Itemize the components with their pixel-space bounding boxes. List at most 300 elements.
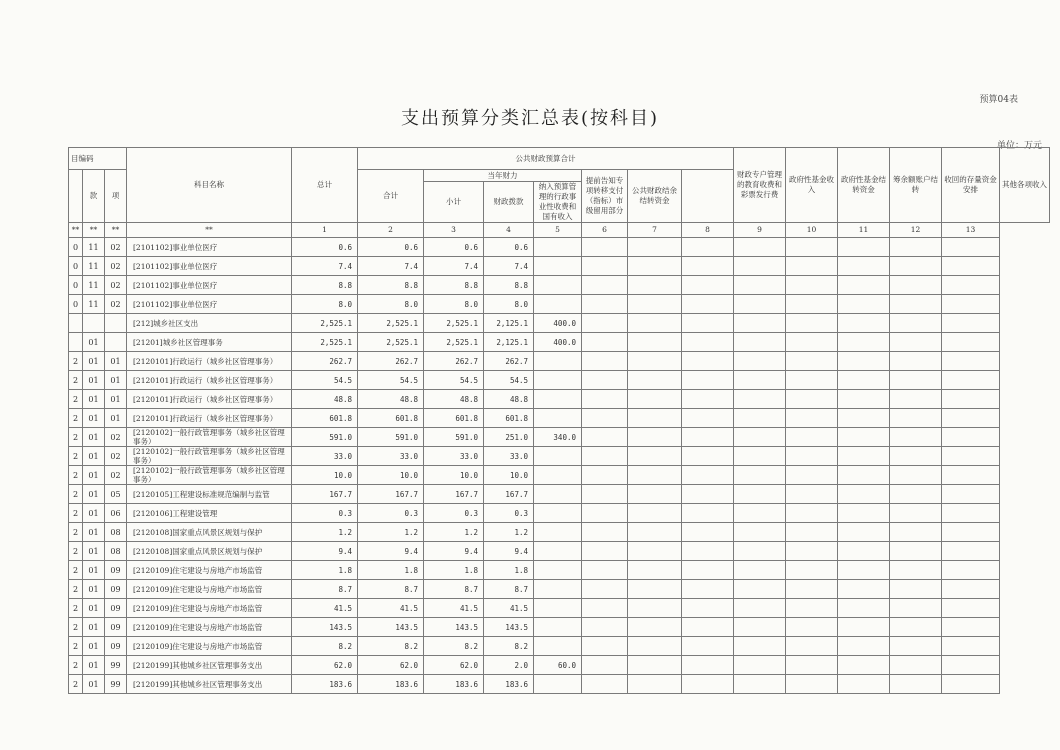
- cell-empty: [628, 466, 682, 485]
- index-cell: 7: [628, 223, 682, 238]
- cell-kuan: 01: [83, 675, 105, 694]
- cell-empty: [942, 675, 1000, 694]
- cell-kuan: 01: [83, 447, 105, 466]
- cell-heji: 183.6: [358, 675, 424, 694]
- cell-empty: [786, 466, 838, 485]
- cell-heji: 10.0: [358, 466, 424, 485]
- qita-header: 其他各项收入: [1000, 148, 1050, 223]
- cell-empty: [786, 428, 838, 447]
- cell-empty: [582, 542, 628, 561]
- cell-xiang: 01: [105, 371, 127, 390]
- table-row: [69, 314, 1050, 333]
- cell-empty: [942, 295, 1000, 314]
- cell-xiang: 06: [105, 504, 127, 523]
- cell-lei: 0: [69, 257, 83, 276]
- cell-empty: [682, 618, 734, 637]
- cell-xiang: 08: [105, 523, 127, 542]
- cell-total: 8.0: [292, 295, 358, 314]
- cell-bokuan: 2,125.1: [484, 333, 534, 352]
- form-number: 预算04表: [979, 95, 1018, 105]
- cell-empty: [734, 504, 786, 523]
- cell-empty: [890, 618, 942, 637]
- cell-empty: [786, 295, 838, 314]
- cell-empty: [942, 561, 1000, 580]
- cell-name: [2120101]行政运行（城乡社区管理事务）: [127, 371, 292, 390]
- cell-empty: [786, 561, 838, 580]
- total-header: 总计: [292, 148, 358, 223]
- cell-empty: [682, 580, 734, 599]
- cell-empty: [582, 447, 628, 466]
- cell-empty: [628, 485, 682, 504]
- cell-heji: 167.7: [358, 485, 424, 504]
- cell-name: [21201]城乡社区管理事务: [127, 333, 292, 352]
- cell-empty: [682, 523, 734, 542]
- cell-empty: [890, 656, 942, 675]
- index-cell: 6: [582, 223, 628, 238]
- cell-empty: [628, 523, 682, 542]
- cell-xiang: [105, 333, 127, 352]
- cell-empty: [582, 523, 628, 542]
- cell-empty: [628, 257, 682, 276]
- cell-bokuan: 7.4: [484, 257, 534, 276]
- cell-heji: 0.6: [358, 238, 424, 257]
- cell-c5: [534, 523, 582, 542]
- cell-empty: [582, 409, 628, 428]
- cell-xiang: 09: [105, 599, 127, 618]
- cell-empty: [582, 485, 628, 504]
- zhuanhu-header: 财政专户管理的教育收费和彩票发行费: [734, 148, 786, 223]
- cell-empty: [786, 238, 838, 257]
- cell-empty: [838, 523, 890, 542]
- cell-empty: [582, 352, 628, 371]
- table-row: [69, 542, 1050, 561]
- cell-empty: [786, 314, 838, 333]
- cell-c5: [534, 447, 582, 466]
- cell-empty: [682, 637, 734, 656]
- cell-bokuan: 33.0: [484, 447, 534, 466]
- cell-bokuan: 10.0: [484, 466, 534, 485]
- cell-empty: [682, 295, 734, 314]
- cell-xiaoji: 2,525.1: [424, 333, 484, 352]
- cell-empty: [838, 447, 890, 466]
- cell-empty: [582, 599, 628, 618]
- kuan-header: 款: [83, 170, 105, 223]
- cell-lei: 2: [69, 390, 83, 409]
- name-header: 科目名称: [127, 148, 292, 223]
- cell-empty: [628, 314, 682, 333]
- cell-total: 62.0: [292, 656, 358, 675]
- cell-total: 183.6: [292, 675, 358, 694]
- cell-empty: [942, 637, 1000, 656]
- cell-empty: [942, 257, 1000, 276]
- cell-c5: [534, 238, 582, 257]
- cell-lei: 2: [69, 352, 83, 371]
- cell-c5: 340.0: [534, 428, 582, 447]
- cell-xiaoji: 10.0: [424, 466, 484, 485]
- table-row: [69, 466, 1050, 485]
- cell-empty: [942, 466, 1000, 485]
- cell-heji: 8.7: [358, 580, 424, 599]
- cell-name: [2120199]其他城乡社区管理事务支出: [127, 675, 292, 694]
- cell-empty: [582, 371, 628, 390]
- cell-bokuan: 143.5: [484, 618, 534, 637]
- cell-xiaoji: 41.5: [424, 599, 484, 618]
- cell-empty: [890, 295, 942, 314]
- cell-lei: 0: [69, 276, 83, 295]
- cell-kuan: 01: [83, 656, 105, 675]
- cell-total: 8.8: [292, 276, 358, 295]
- jijin-jieyu-header: 政府性基金结转资金: [838, 148, 890, 223]
- cell-kuan: 01: [83, 523, 105, 542]
- index-cell: **: [127, 223, 292, 238]
- cell-bokuan: 8.0: [484, 295, 534, 314]
- cell-empty: [942, 409, 1000, 428]
- cell-empty: [682, 599, 734, 618]
- cell-name: [2120102]一般行政管理事务（城乡社区管理事务）: [127, 447, 292, 466]
- cell-empty: [682, 485, 734, 504]
- cell-total: 8.7: [292, 580, 358, 599]
- cell-empty: [838, 295, 890, 314]
- cell-empty: [786, 542, 838, 561]
- cell-name: [2120101]行政运行（城乡社区管理事务）: [127, 352, 292, 371]
- cell-xiaoji: 8.2: [424, 637, 484, 656]
- index-cell: 5: [534, 223, 582, 238]
- cell-empty: [582, 580, 628, 599]
- table-row: [69, 276, 1050, 295]
- cell-empty: [582, 504, 628, 523]
- cell-empty: [786, 276, 838, 295]
- cell-empty: [838, 409, 890, 428]
- cell-xiang: 08: [105, 542, 127, 561]
- cell-empty: [942, 504, 1000, 523]
- cell-empty: [582, 637, 628, 656]
- cell-empty: [838, 352, 890, 371]
- cell-empty: [628, 618, 682, 637]
- table-row: [69, 257, 1050, 276]
- index-cell: 1: [292, 223, 358, 238]
- cell-xiang: 01: [105, 409, 127, 428]
- cell-lei: 2: [69, 542, 83, 561]
- table-row: [69, 485, 1050, 504]
- index-cell: 3: [424, 223, 484, 238]
- cell-empty: [628, 238, 682, 257]
- cell-empty: [628, 447, 682, 466]
- cell-empty: [838, 466, 890, 485]
- cell-total: 0.3: [292, 504, 358, 523]
- cell-heji: 1.2: [358, 523, 424, 542]
- cell-xiaoji: 1.8: [424, 561, 484, 580]
- cell-empty: [682, 504, 734, 523]
- cell-empty: [786, 485, 838, 504]
- cell-empty: [628, 504, 682, 523]
- cell-xiaoji: 2,525.1: [424, 314, 484, 333]
- cell-empty: [734, 656, 786, 675]
- cell-kuan: 01: [83, 542, 105, 561]
- cell-kuan: 01: [83, 561, 105, 580]
- cell-xiaoji: 0.6: [424, 238, 484, 257]
- cell-empty: [942, 428, 1000, 447]
- cunliang-header: 收回的存量资金安排: [942, 148, 1000, 223]
- table-row: [69, 504, 1050, 523]
- cell-total: 601.8: [292, 409, 358, 428]
- index-cell: **: [69, 223, 83, 238]
- cell-empty: [734, 561, 786, 580]
- qihuo-header: 筹余额账户结转: [890, 148, 942, 223]
- cell-empty: [942, 523, 1000, 542]
- cell-name: [2120108]国家重点风景区规划与保护: [127, 523, 292, 542]
- cell-kuan: 01: [83, 333, 105, 352]
- page-title: 支出预算分类汇总表(按科目): [400, 108, 660, 129]
- cell-bokuan: 48.8: [484, 390, 534, 409]
- cell-empty: [890, 428, 942, 447]
- cell-empty: [734, 428, 786, 447]
- cell-total: 1.2: [292, 523, 358, 542]
- cell-bokuan: 1.8: [484, 561, 534, 580]
- cell-empty: [786, 447, 838, 466]
- cell-xiang: 02: [105, 238, 127, 257]
- cell-heji: 8.8: [358, 276, 424, 295]
- cell-heji: 262.7: [358, 352, 424, 371]
- cell-empty: [838, 276, 890, 295]
- cell-empty: [682, 238, 734, 257]
- cell-empty: [890, 466, 942, 485]
- cell-empty: [734, 675, 786, 694]
- index-cell: **: [105, 223, 127, 238]
- cell-empty: [786, 390, 838, 409]
- cell-empty: [786, 257, 838, 276]
- cell-empty: [628, 371, 682, 390]
- cell-heji: 143.5: [358, 618, 424, 637]
- cell-empty: [838, 371, 890, 390]
- index-cell: **: [83, 223, 105, 238]
- cell-empty: [628, 295, 682, 314]
- cell-bokuan: 262.7: [484, 352, 534, 371]
- tiqian-header: 提前告知专项转移支付（指标）市级留用部分: [582, 170, 628, 223]
- cell-lei: 2: [69, 599, 83, 618]
- cell-empty: [682, 314, 734, 333]
- cell-empty: [582, 656, 628, 675]
- cell-empty: [786, 675, 838, 694]
- cell-xiaoji: 54.5: [424, 371, 484, 390]
- cell-heji: 8.0: [358, 295, 424, 314]
- cell-xiang: 02: [105, 257, 127, 276]
- cell-total: 0.6: [292, 238, 358, 257]
- cell-xiang: 99: [105, 656, 127, 675]
- cell-xiang: 02: [105, 295, 127, 314]
- cell-c5: [534, 561, 582, 580]
- cell-xiang: 09: [105, 618, 127, 637]
- table-row: [69, 409, 1050, 428]
- cell-xiaoji: 8.7: [424, 580, 484, 599]
- cell-name: [2101102]事业单位医疗: [127, 295, 292, 314]
- cell-bokuan: 601.8: [484, 409, 534, 428]
- index-cell: 9: [734, 223, 786, 238]
- cell-empty: [890, 485, 942, 504]
- cell-xiaoji: 167.7: [424, 485, 484, 504]
- cell-heji: 2,525.1: [358, 333, 424, 352]
- heji-header: 合计: [358, 170, 424, 223]
- cell-empty: [890, 257, 942, 276]
- cell-kuan: 01: [83, 599, 105, 618]
- cell-empty: [628, 637, 682, 656]
- cell-name: [2120108]国家重点风景区规划与保护: [127, 542, 292, 561]
- cell-empty: [890, 542, 942, 561]
- cell-empty: [838, 599, 890, 618]
- cell-total: 48.8: [292, 390, 358, 409]
- cell-c5: 60.0: [534, 656, 582, 675]
- cell-empty: [734, 466, 786, 485]
- cell-empty: [682, 257, 734, 276]
- cell-xiaoji: 48.8: [424, 390, 484, 409]
- cell-heji: 48.8: [358, 390, 424, 409]
- cell-c5: [534, 599, 582, 618]
- cell-xiaoji: 143.5: [424, 618, 484, 637]
- cell-empty: [734, 314, 786, 333]
- table-row: [69, 295, 1050, 314]
- cell-xiaoji: 7.4: [424, 257, 484, 276]
- table-row: [69, 523, 1050, 542]
- cell-empty: [838, 542, 890, 561]
- cell-heji: 41.5: [358, 599, 424, 618]
- cell-empty: [890, 580, 942, 599]
- cell-heji: 591.0: [358, 428, 424, 447]
- cell-empty: [682, 390, 734, 409]
- cell-empty: [786, 618, 838, 637]
- cell-total: 167.7: [292, 485, 358, 504]
- cell-name: [2120109]住宅建设与房地产市场监管: [127, 561, 292, 580]
- cell-total: 591.0: [292, 428, 358, 447]
- cell-empty: [838, 561, 890, 580]
- cell-c5: [534, 257, 582, 276]
- cell-empty: [582, 675, 628, 694]
- cell-kuan: 01: [83, 390, 105, 409]
- cell-kuan: 01: [83, 485, 105, 504]
- cell-c5: [534, 276, 582, 295]
- cell-empty: [628, 561, 682, 580]
- cell-c5: 400.0: [534, 333, 582, 352]
- cell-bokuan: 9.4: [484, 542, 534, 561]
- cell-heji: 0.3: [358, 504, 424, 523]
- cell-empty: [682, 409, 734, 428]
- cell-empty: [890, 238, 942, 257]
- cell-lei: 2: [69, 447, 83, 466]
- cell-empty: [628, 656, 682, 675]
- cell-c5: [534, 542, 582, 561]
- cell-lei: 0: [69, 295, 83, 314]
- index-cell: 10: [786, 223, 838, 238]
- xiang-header: 项: [105, 170, 127, 223]
- cell-kuan: 01: [83, 428, 105, 447]
- cell-xiaoji: 1.2: [424, 523, 484, 542]
- cell-empty: [682, 371, 734, 390]
- cell-xiang: 09: [105, 580, 127, 599]
- cell-empty: [786, 580, 838, 599]
- index-cell: 13: [942, 223, 1000, 238]
- cell-empty: [628, 409, 682, 428]
- cell-kuan: 11: [83, 257, 105, 276]
- cell-total: 33.0: [292, 447, 358, 466]
- cell-name: [2120109]住宅建设与房地产市场监管: [127, 637, 292, 656]
- cell-name: [2120102]一般行政管理事务（城乡社区管理事务）: [127, 428, 292, 447]
- cell-name: [2120101]行政运行（城乡社区管理事务）: [127, 409, 292, 428]
- cell-empty: [942, 333, 1000, 352]
- cell-name: [2101102]事业单位医疗: [127, 257, 292, 276]
- cell-xiang: [105, 314, 127, 333]
- cell-empty: [682, 675, 734, 694]
- dangnian-header: 当年财力: [424, 170, 582, 182]
- cell-empty: [890, 523, 942, 542]
- cell-kuan: 11: [83, 276, 105, 295]
- cell-name: [2120199]其他城乡社区管理事务支出: [127, 656, 292, 675]
- cell-empty: [942, 542, 1000, 561]
- cell-bokuan: 8.7: [484, 580, 534, 599]
- cell-empty: [786, 504, 838, 523]
- table-header: [69, 148, 1050, 238]
- cell-empty: [890, 504, 942, 523]
- table-row: [69, 637, 1050, 656]
- cell-empty: [890, 675, 942, 694]
- table-row: [69, 618, 1050, 637]
- cell-c5: [534, 485, 582, 504]
- cell-empty: [942, 656, 1000, 675]
- cell-empty: [942, 580, 1000, 599]
- cell-xiang: 09: [105, 637, 127, 656]
- table-body: [69, 238, 1050, 694]
- cell-name: [212]城乡社区支出: [127, 314, 292, 333]
- cell-bokuan: 54.5: [484, 371, 534, 390]
- cell-empty: [786, 599, 838, 618]
- cell-empty: [838, 257, 890, 276]
- jieyu-header: 公共财政结余结转资金: [628, 170, 682, 223]
- cell-xiang: 02: [105, 447, 127, 466]
- cell-total: 10.0: [292, 466, 358, 485]
- cell-empty: [582, 333, 628, 352]
- cell-heji: 33.0: [358, 447, 424, 466]
- cell-lei: 2: [69, 675, 83, 694]
- index-cell: 4: [484, 223, 534, 238]
- cell-xiaoji: 0.3: [424, 504, 484, 523]
- cell-empty: [942, 599, 1000, 618]
- cell-empty: [582, 428, 628, 447]
- cell-empty: [682, 333, 734, 352]
- cell-empty: [838, 314, 890, 333]
- cell-lei: [69, 333, 83, 352]
- cell-xiang: 01: [105, 390, 127, 409]
- cell-empty: [734, 295, 786, 314]
- cell-xiang: 05: [105, 485, 127, 504]
- cell-lei: 2: [69, 409, 83, 428]
- cell-empty: [942, 485, 1000, 504]
- cell-kuan: 01: [83, 504, 105, 523]
- cell-bokuan: 2,125.1: [484, 314, 534, 333]
- cell-empty: [890, 599, 942, 618]
- cell-empty: [734, 523, 786, 542]
- cell-kuan: [83, 314, 105, 333]
- jijin-header: 政府性基金收入: [786, 148, 838, 223]
- cell-total: 8.2: [292, 637, 358, 656]
- cell-bokuan: 0.3: [484, 504, 534, 523]
- cell-lei: 2: [69, 523, 83, 542]
- cell-name: [2120102]一般行政管理事务（城乡社区管理事务）: [127, 466, 292, 485]
- cell-empty: [734, 637, 786, 656]
- cell-empty: [628, 542, 682, 561]
- cell-c5: [534, 580, 582, 599]
- table-row: [69, 561, 1050, 580]
- cell-empty: [734, 333, 786, 352]
- cell-heji: 601.8: [358, 409, 424, 428]
- cell-empty: [734, 352, 786, 371]
- cell-empty: [942, 238, 1000, 257]
